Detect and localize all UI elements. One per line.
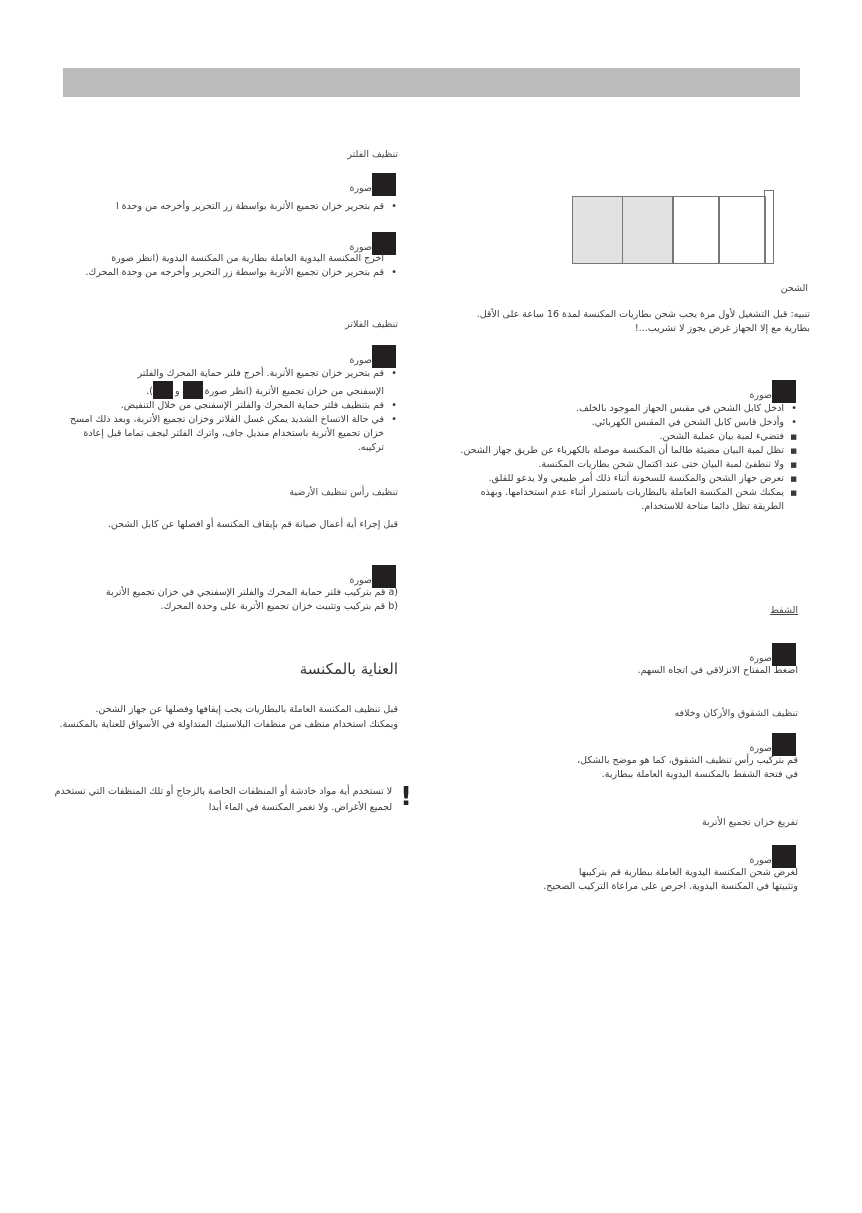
figure-number-redacted	[372, 565, 396, 588]
list-item: • أخرج المكنسة اليدوية العاملة بطارية من المكنسة اليدوية (انظر صورة	[40, 252, 384, 266]
crevices-text: قم بتركيب رأس تنظيف الشقوق، كما هو موضح بالشكل، في فتحة الشفط بالمكنسة اليدوية العاملة ببطارية.	[577, 755, 798, 780]
figure-ref: صورة	[690, 733, 798, 756]
filter-step-list	[40, 252, 398, 280]
panel-filled	[622, 196, 674, 264]
reassembly-steps	[40, 586, 398, 614]
figure-number-redacted	[183, 381, 203, 399]
filter-step-list	[40, 200, 398, 214]
panel-empty	[672, 196, 720, 264]
list-item: • قم بتحرير خزان تجميع الأتربة بواسطة زر التحرير وأخرجه من وحدة ا	[40, 200, 384, 214]
list-item: • قم بتنظيف فلتر حماية المحرك والفلتر الإسفنجي من خلال التنفيض.	[70, 399, 384, 413]
figure-ref: صورة	[300, 345, 398, 368]
list-item: • قم بتحرير خزان تجميع الأتربة بواسطة زر التحرير وأخرجه من وحدة المحرك.	[40, 266, 384, 280]
filters-step-list	[70, 367, 398, 455]
panel-filled	[572, 196, 624, 264]
header-bar	[63, 68, 800, 97]
floor-head-text: قبل إجراء أية أعمال صيانة قم بإيقاف المكنسة أو افصلها عن كابل الشحن.	[107, 519, 398, 530]
figure-ref: صورة	[700, 380, 798, 403]
figure-ref: صورة	[690, 643, 798, 666]
charging-step-list	[455, 402, 798, 514]
figure-number-redacted	[772, 845, 796, 868]
figure-number-redacted	[772, 733, 796, 756]
figure-number-redacted	[772, 643, 796, 666]
care-warning	[50, 784, 412, 816]
emptying-heading: تفريغ خزان تجميع الأتربة	[701, 817, 798, 828]
suction-heading: الشفط	[770, 605, 798, 616]
warning-icon: !	[400, 782, 412, 812]
panel-edge	[764, 190, 774, 264]
list-item: ■ ولا تنطفئ لمبة البيان حتى عند اكتمال شحن بطاريات المكنسة.	[455, 458, 784, 472]
list-item: ■ تعرض جهاز الشحن والمكنسة للسخونة أثناء ذلك أمر طبيعي ولا يدعو للقلق.	[455, 472, 784, 486]
figure-number-redacted	[372, 173, 396, 196]
step-b: b) قم بتركيب وتثبيت خزان تجميع الأتربة على وحدة المحرك.	[160, 601, 398, 612]
filter-cleaning-heading: تنظيف الفلتر	[347, 149, 398, 160]
figure-number-redacted	[772, 380, 796, 403]
floor-head-heading: تنظيف رأس تنظيف الأرضية	[289, 487, 398, 498]
list-item: • وأدخل قابس كابل الشحن في المقبس الكهربائي.	[455, 416, 784, 430]
figure-ref: صورة	[300, 232, 398, 255]
warning-text: لا تستخدم أية مواد خادشة أو المنظفات الخاصة بالزجاج أو تلك المنظفات التي تستخدم لجميع الأغراض. ولا تغمر المكنسة في الماء أبدا	[54, 786, 393, 813]
list-item: ■ فتضيء لمبة بيان عملية الشحن.	[455, 430, 784, 444]
figure-number-redacted	[153, 381, 173, 399]
figure-number-redacted	[372, 345, 396, 368]
list-item: ■ تظل لمبة البيان مضيئة طالما أن المكنسة موصلة بالكهرباء عن طريق جهاز الشحن.	[455, 444, 784, 458]
panel-empty	[718, 196, 766, 264]
emptying-text: لغرض شحن المكنسة اليدوية العاملة ببطارية قم بتركيبها وتثبيتها في المكنسة اليدوية. احرص على مراعاة التركيب الصحيح.	[543, 867, 798, 892]
list-item: • ادخل كابل الشحن في مقبس الجهاز الموجود بالخلف.	[455, 402, 784, 416]
figure-ref: صورة	[300, 173, 398, 196]
figure-ref: صورة	[300, 565, 398, 588]
crevices-heading: تنظيف الشقوق والأركان وخلافه	[674, 708, 798, 719]
charge-indicator-illustration	[572, 190, 777, 268]
suction-text: اضغط المفتاح الانزلاقي في اتجاه السهم.	[637, 665, 798, 676]
list-item: • قم بتحرير خزان تجميع الأتربة. أخرج فلتر حماية المحرك والفلتر الإسفنجي من خزان تجميع الأتربة (انظر صورة و).	[70, 367, 384, 399]
charging-heading: الشحن	[780, 283, 808, 294]
figure-ref: صورة	[690, 845, 798, 868]
filters-cleaning-heading: تنظيف الفلاتر	[345, 319, 398, 330]
list-item: • في حالة الاتساخ الشديد يمكن غسل الفلاتر وخزان تجميع الأتربة، وبعد ذلك امسح خزان تجميع الأتربة باستخدام منديل جاف، واترك الفلتر ليجف تماما قبل إعادة تركيبه.	[70, 413, 384, 455]
charging-note: تنبيه: قبل التشغيل لأول مرة يجب شحن بطاريات المكنسة لمدة 16 ساعة على الأقل. بطارية مع إلا الجهاز غرض يجوز لا تشريب...!	[476, 309, 810, 334]
care-title: العناية بالمكنسة	[299, 660, 398, 678]
care-text: قبل تنظيف المكنسة العاملة بالبطاريات يجب إيقافها وفصلها عن جهاز الشحن. ويمكنك استخدام منظف من منظفات البلاستيك المتداولة في الأسواق للعناية بالمكنسة.	[59, 704, 398, 730]
list-item: ■ يمكنك شحن المكنسة العاملة بالبطاريات باستمرار أثناء عدم استخدامها. وبهذه الطريقة تظل دائما متاحة للاستخدام.	[455, 486, 784, 514]
step-a: a) قم بتركيب فلتر حماية المحرك والفلتر الإسفنجي في خزان تجميع الأتربة	[105, 587, 398, 598]
